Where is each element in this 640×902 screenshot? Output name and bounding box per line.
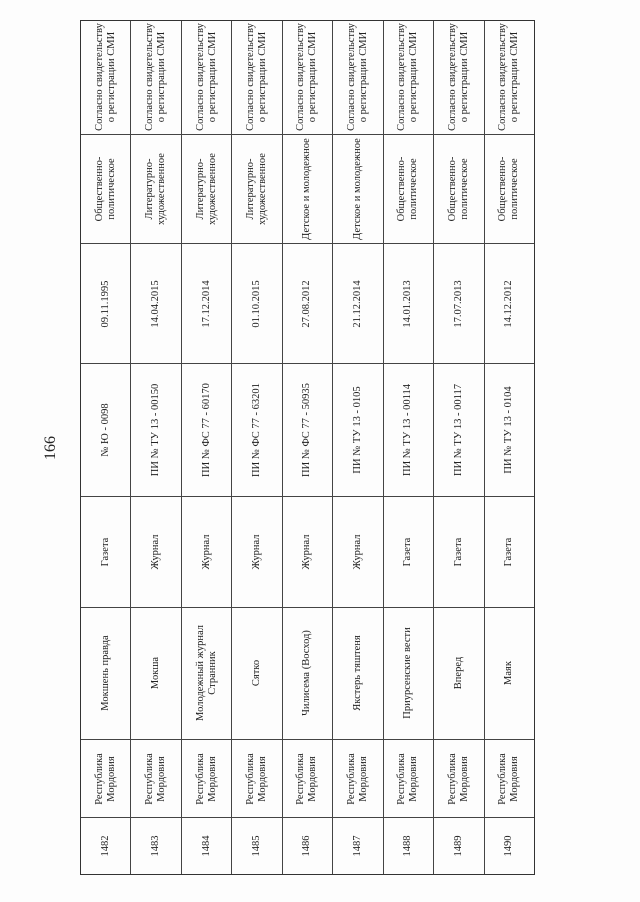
registration-date-cell xyxy=(384,243,433,363)
topic-cell xyxy=(333,134,382,244)
basis-cell xyxy=(182,21,231,134)
row-number-text: 1487 xyxy=(351,835,363,857)
basis-cell-text: Согласно свидетельству о регистрации СМИ xyxy=(446,23,470,132)
row-number xyxy=(182,817,231,874)
distribution-form-cell-text: Журнал xyxy=(150,534,162,570)
registration-date-cell xyxy=(182,243,231,363)
topic-cell-text: Общественно-политическое xyxy=(497,156,521,222)
distribution-form-cell xyxy=(283,496,332,607)
basis-cell-text: Согласно свидетельству о регистрации СМИ xyxy=(144,23,168,132)
region-cell-text: Республика Мордовия xyxy=(295,752,319,805)
basis-cell xyxy=(81,21,130,134)
topic-cell xyxy=(434,134,483,244)
publication-name-cell-text: Приурсенские вести xyxy=(402,627,414,720)
table-row xyxy=(131,21,181,874)
table-row xyxy=(182,21,232,874)
region-cell xyxy=(283,739,332,817)
publication-name-cell xyxy=(485,607,534,740)
table-row xyxy=(434,21,484,874)
row-number-text: 1483 xyxy=(150,835,162,857)
registration-number-cell xyxy=(384,363,433,496)
region-cell xyxy=(131,739,180,817)
topic-cell-text: Общественно-политическое xyxy=(396,156,420,222)
publication-name-cell-text: Молодежный журнал Странник xyxy=(194,625,218,722)
registration-date-cell xyxy=(232,243,281,363)
publication-name-cell xyxy=(182,607,231,740)
basis-cell xyxy=(485,21,534,134)
region-cell-text: Республика Мордовия xyxy=(497,752,521,805)
row-number xyxy=(232,817,281,874)
registration-number-cell xyxy=(182,363,231,496)
topic-cell xyxy=(81,134,130,244)
basis-cell-text: Согласно свидетельству о регистрации СМИ xyxy=(93,23,117,132)
publication-name-cell-text: Мокшень правда xyxy=(99,635,111,712)
publication-name-cell xyxy=(81,607,130,740)
publication-name-cell xyxy=(131,607,180,740)
registration-number-cell-text: ПИ № ТУ 13 - 0105 xyxy=(351,386,363,474)
row-number xyxy=(283,817,332,874)
page-number: 166 xyxy=(42,436,59,460)
basis-cell xyxy=(333,21,382,134)
topic-cell-text: Детское и молодежное xyxy=(301,138,313,240)
table-row xyxy=(81,21,131,874)
registration-date-cell xyxy=(81,243,130,363)
registration-date-cell-text: 17.12.2014 xyxy=(200,280,212,328)
registration-date-cell xyxy=(485,243,534,363)
distribution-form-cell-text: Газета xyxy=(503,537,515,567)
region-cell xyxy=(81,739,130,817)
basis-cell-text: Согласно свидетельству о регистрации СМИ xyxy=(295,23,319,132)
distribution-form-cell-text: Журнал xyxy=(351,534,363,570)
region-cell xyxy=(384,739,433,817)
topic-cell xyxy=(485,134,534,244)
distribution-form-cell-text: Газета xyxy=(452,537,464,567)
basis-cell-text: Согласно свидетельству о регистрации СМИ xyxy=(396,23,420,132)
registration-number-cell xyxy=(81,363,130,496)
table-row xyxy=(333,21,383,874)
distribution-form-cell-text: Журнал xyxy=(200,534,212,570)
region-cell xyxy=(485,739,534,817)
row-number-text: 1484 xyxy=(200,835,212,857)
region-cell-text: Республика Мордовия xyxy=(446,752,470,805)
topic-cell-text: Литературно-художественное xyxy=(144,153,168,226)
table-row xyxy=(232,21,282,874)
registry-table xyxy=(80,20,535,875)
distribution-form-cell xyxy=(384,496,433,607)
basis-cell xyxy=(434,21,483,134)
distribution-form-cell xyxy=(434,496,483,607)
registration-date-cell-text: 27.08.2012 xyxy=(301,280,313,328)
row-number xyxy=(434,817,483,874)
basis-cell xyxy=(283,21,332,134)
distribution-form-cell xyxy=(333,496,382,607)
publication-name-cell-text: Чилисема (Восход) xyxy=(301,630,313,717)
topic-cell-text: Общественно-политическое xyxy=(446,156,470,222)
topic-cell-text: Литературно-художественное xyxy=(194,153,218,226)
registration-number-cell-text: ПИ № ФС 77 - 50935 xyxy=(301,383,313,477)
publication-name-cell-text: Якстерь тяштеня xyxy=(351,635,363,712)
basis-cell xyxy=(131,21,180,134)
row-number xyxy=(384,817,433,874)
registration-number-cell xyxy=(131,363,180,496)
topic-cell-text: Общественно-политическое xyxy=(93,156,117,222)
region-cell-text: Республика Мордовия xyxy=(144,752,168,805)
registration-date-cell-text: 09.11.1995 xyxy=(99,280,111,328)
basis-cell xyxy=(232,21,281,134)
topic-cell-text: Литературно-художественное xyxy=(245,153,269,226)
registration-date-cell xyxy=(131,243,180,363)
region-cell-text: Республика Мордовия xyxy=(93,752,117,805)
distribution-form-cell xyxy=(485,496,534,607)
distribution-form-cell xyxy=(81,496,130,607)
publication-name-cell-text: Сятко xyxy=(251,660,263,687)
row-number xyxy=(81,817,130,874)
basis-cell-text: Согласно свидетельству о регистрации СМИ xyxy=(245,23,269,132)
registration-number-cell-text: ПИ № ТУ 13 - 0104 xyxy=(503,386,515,474)
region-cell-text: Республика Мордовия xyxy=(194,752,218,805)
distribution-form-cell-text: Газета xyxy=(402,537,414,567)
topic-cell xyxy=(283,134,332,244)
publication-name-cell-text: Маяк xyxy=(503,661,515,686)
registration-date-cell xyxy=(434,243,483,363)
registration-date-cell-text: 14.12.2012 xyxy=(503,280,515,328)
distribution-form-cell xyxy=(232,496,281,607)
registration-number-cell-text: ПИ № ТУ 13 - 00150 xyxy=(150,383,162,477)
row-number xyxy=(333,817,382,874)
row-number xyxy=(131,817,180,874)
registration-number-cell xyxy=(232,363,281,496)
basis-cell-text: Согласно свидетельству о регистрации СМИ xyxy=(194,23,218,132)
region-cell xyxy=(333,739,382,817)
table-row xyxy=(283,21,333,874)
publication-name-cell xyxy=(232,607,281,740)
row-number-text: 1485 xyxy=(251,835,263,857)
distribution-form-cell xyxy=(131,496,180,607)
distribution-form-cell-text: Газета xyxy=(99,537,111,567)
registration-date-cell-text: 14.01.2013 xyxy=(402,280,414,328)
publication-name-cell-text: Вперед xyxy=(452,657,464,690)
registration-number-cell-text: ПИ № ФС 77 - 60170 xyxy=(200,383,212,477)
region-cell-text: Республика Мордовия xyxy=(396,752,420,805)
row-number-text: 1486 xyxy=(301,835,313,857)
basis-cell-text: Согласно свидетельству о регистрации СМИ xyxy=(497,23,521,132)
registration-number-cell xyxy=(333,363,382,496)
distribution-form-cell xyxy=(182,496,231,607)
registration-number-cell xyxy=(434,363,483,496)
registration-date-cell-text: 14.04.2015 xyxy=(150,280,162,328)
table-row xyxy=(384,21,434,874)
distribution-form-cell-text: Журнал xyxy=(301,534,313,570)
publication-name-cell xyxy=(333,607,382,740)
publication-name-cell xyxy=(384,607,433,740)
registration-number-cell-text: ПИ № ТУ 13 - 00117 xyxy=(452,384,464,477)
registration-number-cell xyxy=(485,363,534,496)
registration-date-cell xyxy=(283,243,332,363)
topic-cell xyxy=(182,134,231,244)
basis-cell-text: Согласно свидетельству о регистрации СМИ xyxy=(345,23,369,132)
region-cell xyxy=(182,739,231,817)
table-row xyxy=(485,21,534,874)
row-number-text: 1488 xyxy=(402,835,414,857)
registration-number-cell-text: ПИ № ТУ 13 - 00114 xyxy=(402,384,414,477)
publication-name-cell-text: Мокша xyxy=(150,657,162,690)
basis-cell xyxy=(384,21,433,134)
registration-number-cell xyxy=(283,363,332,496)
topic-cell-text: Детское и молодежное xyxy=(351,138,363,240)
row-number-text: 1490 xyxy=(503,835,515,857)
row-number-text: 1489 xyxy=(452,835,464,857)
region-cell xyxy=(232,739,281,817)
registration-date-cell xyxy=(333,243,382,363)
registration-date-cell-text: 17.07.2013 xyxy=(452,280,464,328)
region-cell-text: Республика Мордовия xyxy=(245,752,269,805)
distribution-form-cell-text: Журнал xyxy=(251,534,263,570)
registration-date-cell-text: 01.10.2015 xyxy=(251,280,263,328)
registration-number-cell-text: № Ю - 0098 xyxy=(99,403,111,457)
registration-date-cell-text: 21.12.2014 xyxy=(351,280,363,328)
row-number xyxy=(485,817,534,874)
topic-cell xyxy=(131,134,180,244)
registration-number-cell-text: ПИ № ФС 77 - 63201 xyxy=(251,383,263,477)
topic-cell xyxy=(232,134,281,244)
publication-name-cell xyxy=(283,607,332,740)
publication-name-cell xyxy=(434,607,483,740)
region-cell xyxy=(434,739,483,817)
topic-cell xyxy=(384,134,433,244)
region-cell-text: Республика Мордовия xyxy=(345,752,369,805)
row-number-text: 1482 xyxy=(99,835,111,857)
